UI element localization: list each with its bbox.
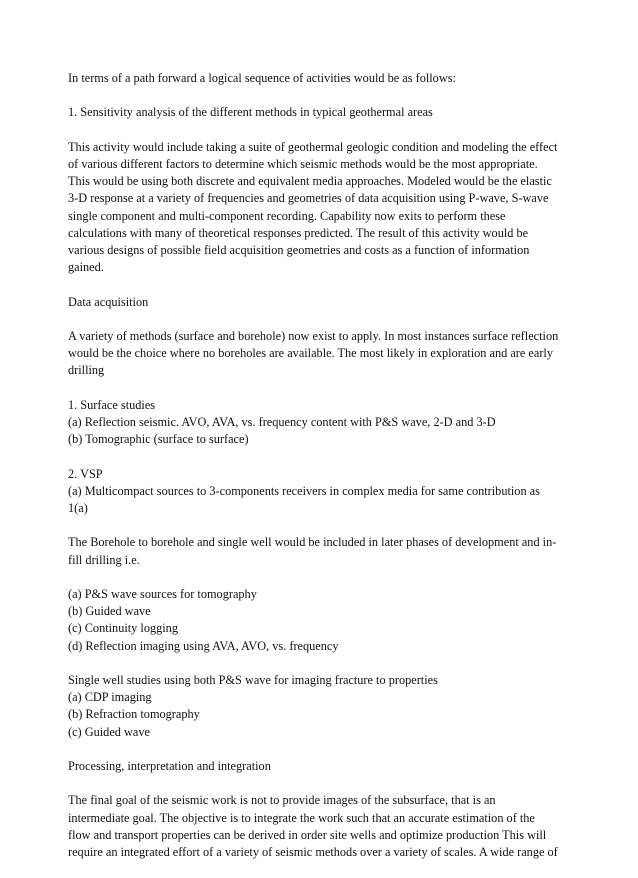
list-heading: Single well studies using both P&S wave for imaging fracture to properties	[68, 672, 438, 687]
paragraph-final-goal	[68, 792, 578, 861]
paragraph-heading-sensitivity	[68, 104, 578, 121]
text-line: drilling	[68, 363, 105, 378]
list-item: (b) Refraction tomography	[68, 707, 200, 722]
text-line: would be the choice where no boreholes are available. The most likely in exploration and are early	[68, 346, 553, 361]
list-item: (d) Reflection imaging using AVA, AVO, vs. frequency	[68, 638, 339, 653]
list-item: (a) P&S wave sources for tomography	[68, 586, 257, 601]
text-line: calculations with many of theoretical responses predicted. The result of this activity would be	[68, 225, 529, 240]
text-line: In terms of a path forward a logical sequence of activities would be as follows:	[68, 71, 456, 85]
list-item: (c) Guided wave	[68, 724, 150, 739]
paragraph-intro	[68, 70, 578, 87]
list-item: 1(a)	[68, 500, 88, 515]
text-line: fill drilling i.e.	[68, 552, 140, 567]
text-line: flow and transport properties can be derived in order site wells and optimize production This will	[68, 827, 547, 842]
list-item: (b) Tomographic (surface to surface)	[68, 432, 249, 447]
list-borehole-methods	[68, 586, 578, 655]
paragraph-borehole	[68, 534, 578, 568]
text-line: A variety of methods (surface and borehole) now exist to apply. In most instances surface reflection	[68, 328, 559, 343]
text-line: Data acquisition	[68, 294, 149, 309]
list-surface-studies	[68, 397, 578, 449]
list-item: (c) Continuity logging	[68, 621, 178, 636]
text-line: gained.	[68, 260, 104, 275]
list-heading: 2. VSP	[68, 466, 103, 481]
text-line: 1. Sensitivity analysis of the different methods in typical geothermal areas	[68, 105, 433, 120]
list-single-well	[68, 672, 578, 741]
list-item: (a) Reflection seismic. AVO, AVA, vs. frequency content with P&S wave, 2-D and 3-D	[68, 414, 496, 429]
text-line: This would be using both discrete and equivalent media approaches. Modeled would be the elastic	[68, 174, 552, 189]
list-item: (b) Guided wave	[68, 604, 151, 619]
list-heading: 1. Surface studies	[68, 397, 156, 412]
text-line: require an integrated effort of a variety of seismic methods over a variety of scales. A wide range of	[68, 844, 558, 859]
document-page	[68, 70, 578, 878]
list-vsp	[68, 466, 578, 518]
paragraph-methods	[68, 328, 578, 380]
text-line: This activity would include taking a suite of geothermal geologic condition and modeling the effect	[68, 139, 558, 154]
text-line: of various different factors to determine which seismic methods would be the most appropriate.	[68, 156, 538, 171]
text-line: The Borehole to borehole and single well would be included in later phases of development and in-	[68, 535, 557, 550]
text-line: single component and multi-component recording. Capability now exits to perform these	[68, 208, 506, 223]
paragraph-activity-description	[68, 139, 578, 277]
text-line: Processing, interpretation and integration	[68, 758, 271, 773]
list-item: (a) CDP imaging	[68, 690, 152, 705]
list-item: (a) Multicompact sources to 3-components receivers in complex media for same contribution as	[68, 483, 540, 498]
text-line: 3-D response at a variety of frequencies and geometries of data acquisition using P-wave, S-wave	[68, 191, 549, 206]
text-line: intermediate goal. The objective is to integrate the work such that an accurate estimation of the	[68, 810, 535, 825]
text-line: various designs of possible field acquisition geometries and costs as a function of information	[68, 243, 530, 257]
text-line: The final goal of the seismic work is not to provide images of the subsurface, that is an	[68, 793, 496, 808]
paragraph-heading-processing	[68, 758, 578, 775]
paragraph-heading-data-acquisition	[68, 294, 578, 311]
